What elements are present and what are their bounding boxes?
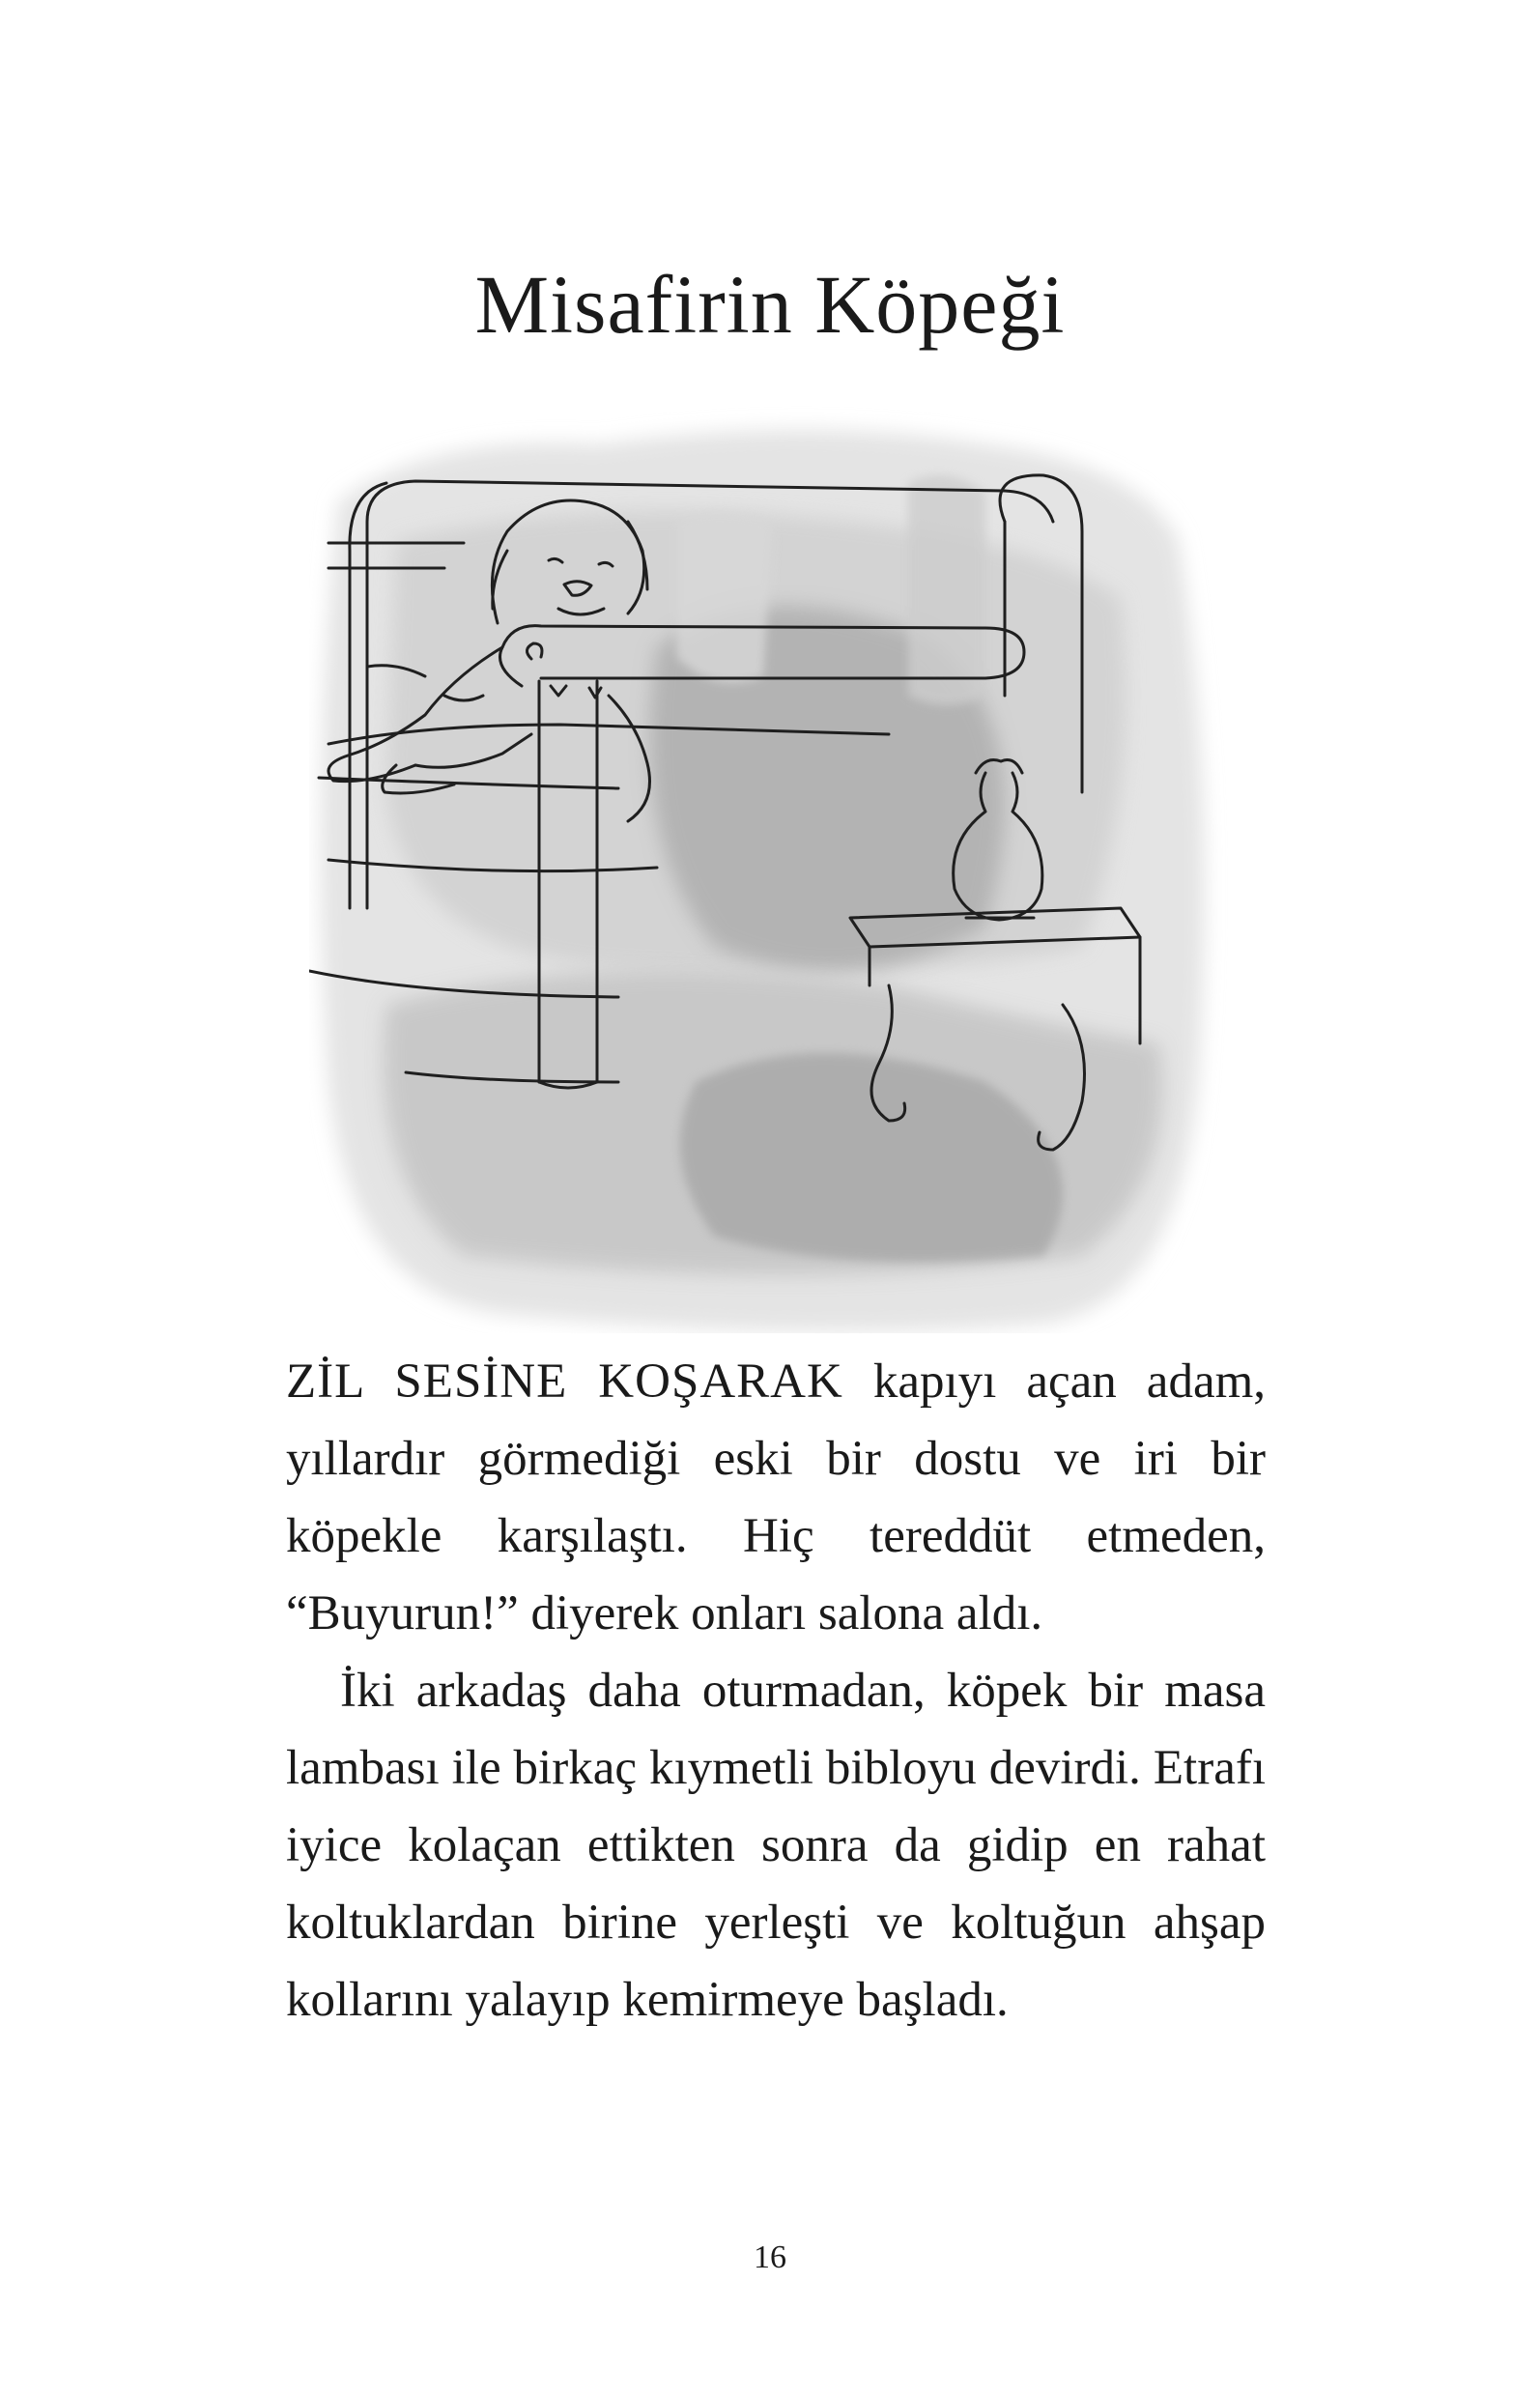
body-text	[286, 1343, 1266, 2039]
paragraph-1-lead: ZİL SESİNE KOŞARAK	[286, 1355, 843, 1409]
paragraph-2: İki arkadaş daha oturmadan, köpek bir masa lambası ile birkaç kıymetli bibloyu devirdi. Etrafı iyice kolaçan ettikten sonra da gidip en rahat koltuklardan birine yerleşti ve koltuğun ahşap kollarını yalayıp kemirmeye başladı.	[286, 1664, 1266, 2027]
watercolor-wash	[321, 430, 1205, 1331]
dog-on-sofa-illustration	[309, 406, 1237, 1333]
paragraph-1	[286, 1343, 1266, 1652]
page-title: Misafirin Köpeği	[474, 258, 1066, 351]
page-number: 16	[754, 2239, 786, 2275]
paragraph-1-rest: kapıyı açan adam, yıllardır görmediği eski bir dostu ve iri bir köpekle karşılaştı. Hiç tereddüt etmeden, “Buyurun!” diyerek onları salona aldı.	[286, 1355, 1267, 1640]
